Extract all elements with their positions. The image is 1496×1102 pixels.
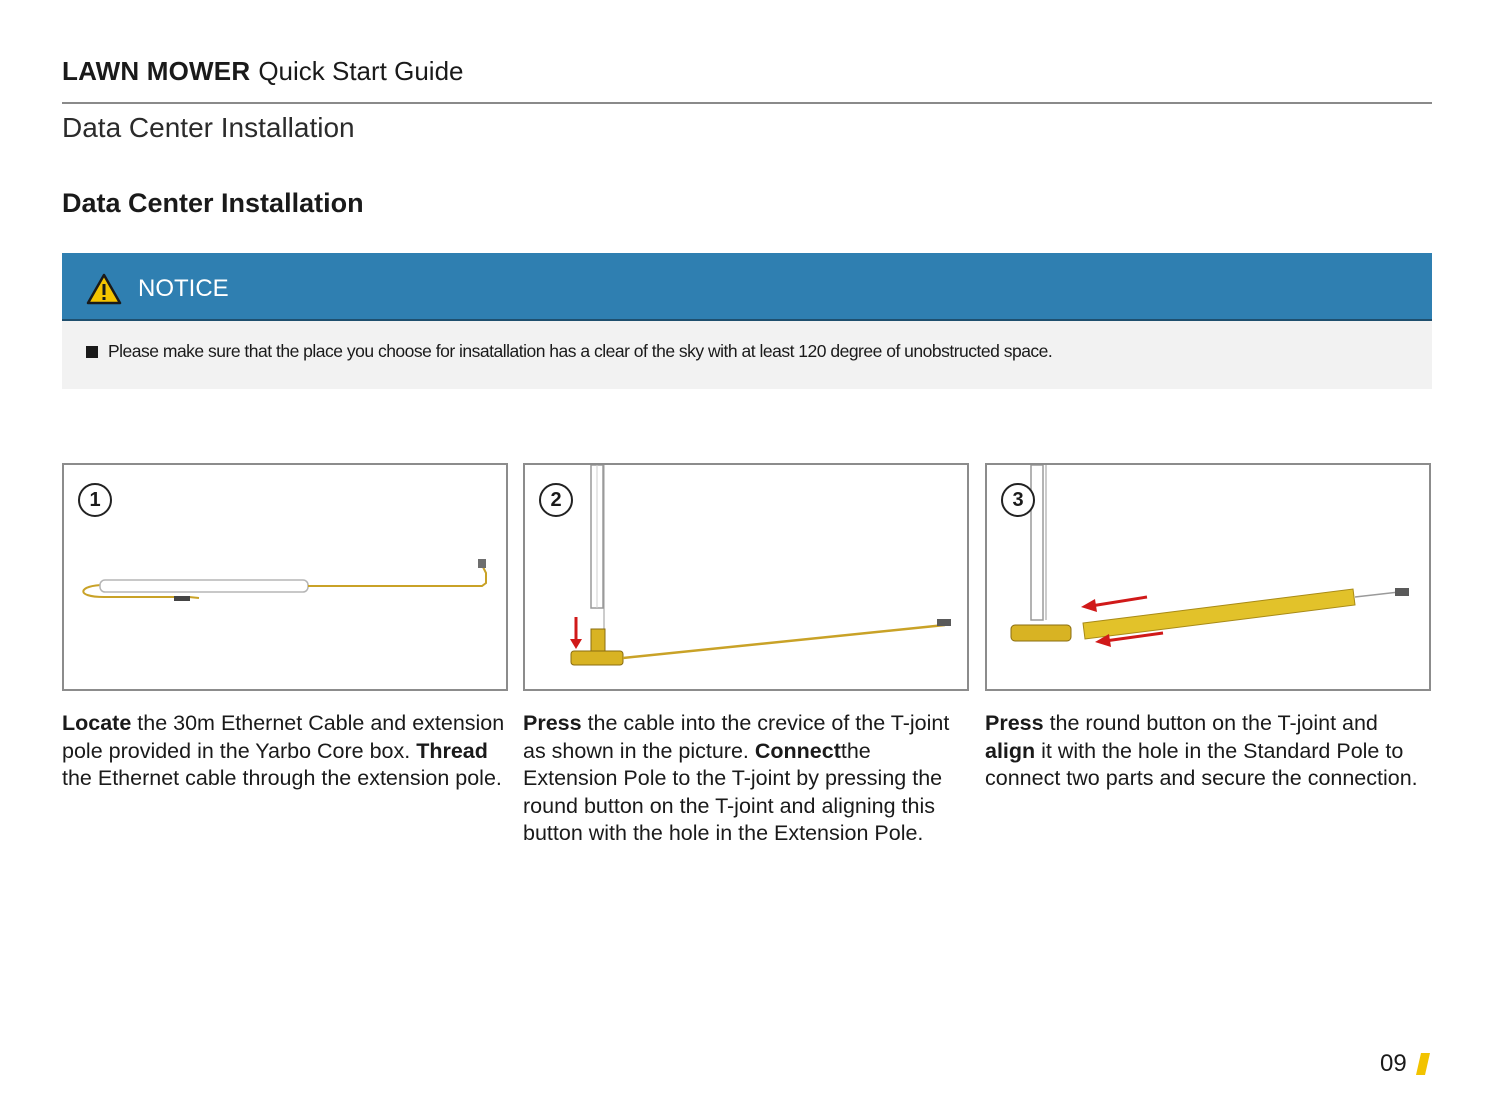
notice-body <box>62 321 1432 389</box>
step-number: 2 <box>539 483 573 517</box>
caption-emphasis: Press <box>985 711 1044 735</box>
caption-emphasis: Thread <box>416 738 488 763</box>
header-divider <box>62 102 1432 104</box>
page-accent-mark <box>1416 1053 1430 1075</box>
section-title: Data Center Installation <box>62 188 364 218</box>
guide-subtitle: Quick Start Guide <box>258 56 464 86</box>
caption-emphasis: align <box>985 738 1036 763</box>
step-number: 3 <box>1001 483 1035 517</box>
warning-triangle-icon <box>86 273 122 305</box>
caption-text: the Extension Pole to the T-joint by pressing the round button on the T-joint and aligning this button with the hole in the Extension Pole. <box>523 738 943 845</box>
cable-and-pole-illustration <box>64 465 508 691</box>
caption-text: the round button on the T-joint and <box>1043 711 1378 735</box>
page-number: 09 <box>1380 1050 1407 1077</box>
caption-emphasis: Connect <box>754 738 841 763</box>
step-3-caption <box>985 710 1433 793</box>
caption-emphasis: Press <box>523 711 582 735</box>
brand-name: LAWN MOWER <box>62 56 251 86</box>
step-1-illustration <box>62 463 508 691</box>
caption-text: it with the hole in the Standard Pole to connect two parts and secure the connection. <box>985 738 1418 790</box>
t-joint-cable-illustration <box>525 465 969 691</box>
section-subheading: Data Center Installation <box>62 112 355 143</box>
notice-header <box>62 253 1432 321</box>
step-2-caption <box>523 710 971 848</box>
bullet-square-icon <box>86 346 98 358</box>
step-2-illustration <box>523 463 969 691</box>
step-1-caption <box>62 710 510 793</box>
step-3-illustration <box>985 463 1431 691</box>
caption-text: the cable into the crevice of the T-joint as shown in the picture. <box>523 711 950 763</box>
document-header <box>62 56 464 87</box>
caption-text: the 30m Ethernet Cable and extension pole provided in the Yarbo Core box. <box>62 711 505 763</box>
caption-emphasis: Locate <box>62 711 132 735</box>
notice-text: Please make sure that the place you choose for insatallation has a clear of the sky with at least 120 degree of unobstructed space. <box>108 341 1053 361</box>
caption-text: the Ethernet cable through the extension pole. <box>62 766 502 790</box>
notice-label: NOTICE <box>138 275 229 302</box>
pole-connection-illustration <box>987 465 1431 691</box>
step-number: 1 <box>78 483 112 517</box>
